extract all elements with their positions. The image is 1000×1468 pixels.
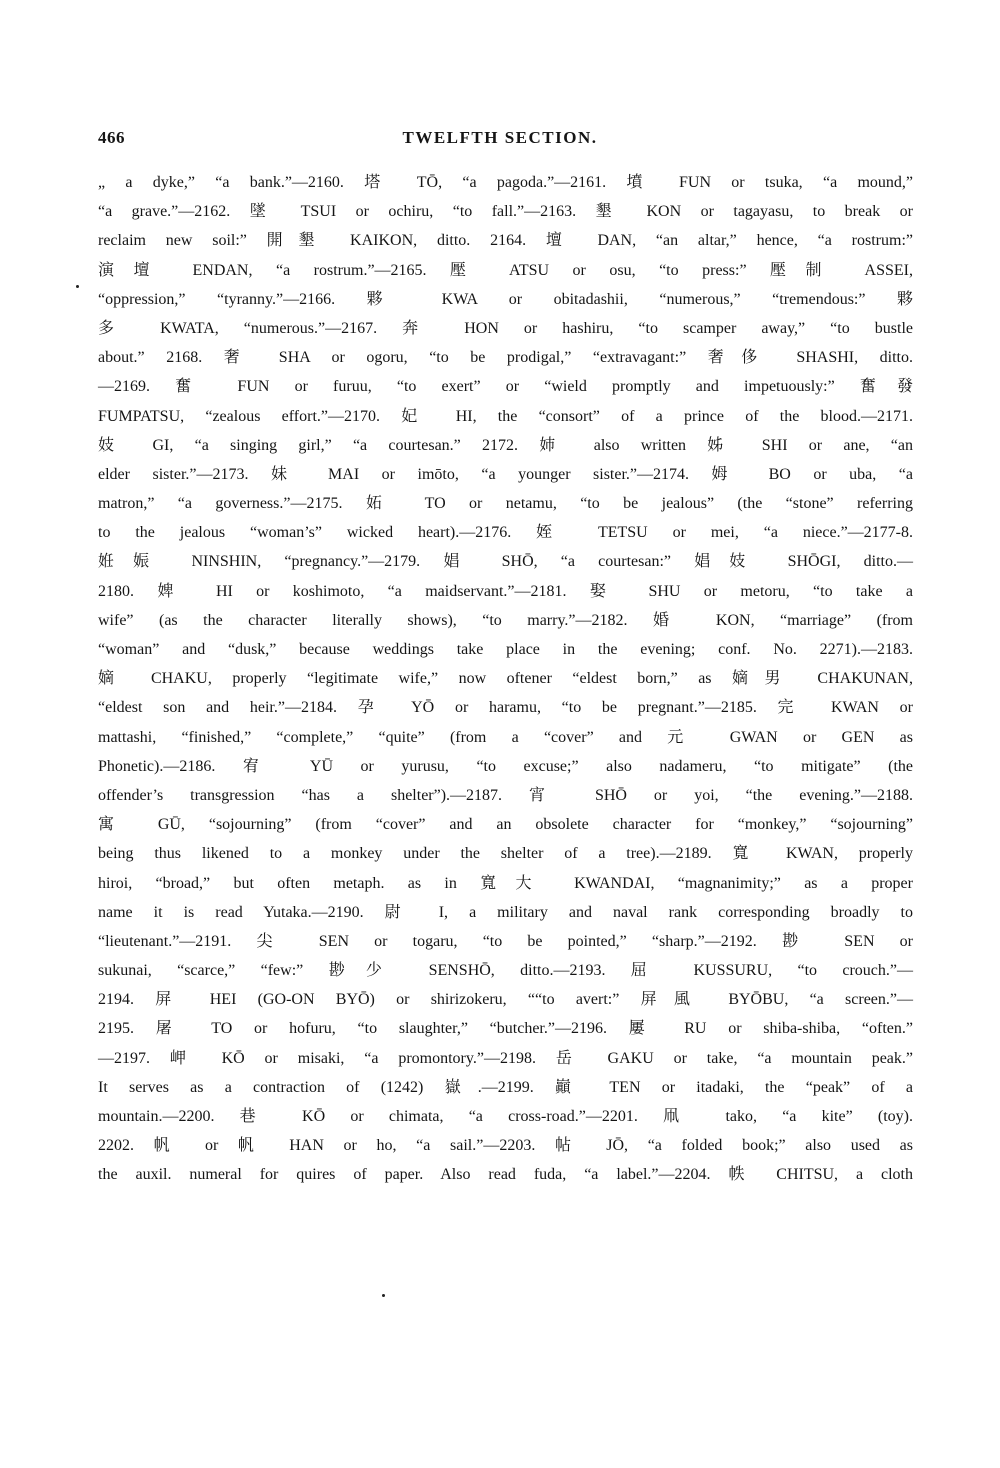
text-line: “eldest son and heir.”—2184. 孕 YŌ or haramu, “to be pregnant.”—2185. 完 KWAN or [98, 699, 913, 717]
text-line: the auxil. numeral for quires of paper. Also read fuda, “a label.”—2204. 帙 CHITSU, a cloth [98, 1166, 913, 1184]
text-line: 2180. 婢 HI or koshimoto, “a maidservant.”—2181. 娶 SHU or metoru, “to take a [98, 582, 913, 600]
text-line: 姙娠 NINSHIN, “pregnancy.”—2179. 娼 SHŌ, “a courtesan:” 娼妓 SHŌGI, ditto.— [98, 553, 913, 571]
text-line: “oppression,” “tyranny.”—2166. 夥 KWA or obitadashii, “numerous,” “tremendous:” 夥 [98, 290, 913, 308]
text-line: offender’s transgression “has a shelter”).—2187. 宵 SHŌ or yoi, “the evening.”—2188. [98, 786, 913, 804]
text-line: 2202. 帆 or 帆 HAN or ho, “a sail.”—2203. 帖 JŌ, “a folded book;” also used as [98, 1137, 913, 1155]
page-number: 466 [98, 128, 125, 147]
text-line: —2197. 岬 KŌ or misaki, “a promontory.”—2198. 岳 GAKU or take, “a mountain peak.” [98, 1049, 913, 1067]
text-line: reclaim new soil:” 開墾 KAIKON, ditto. 2164. 壇 DAN, “an altar,” hence, “a rostrum:” [98, 232, 913, 250]
text-line: 妓 GI, “a singing girl,” “a courtesan.” 2172. 姉 also written 姊 SHI or ane, “an [98, 436, 913, 454]
running-title: TWELFTH SECTION. [402, 128, 598, 147]
text-line: It serves as a contraction of (1242) 嶽.—2199. 巓 TEN or itadaki, the “peak” of a [98, 1078, 913, 1096]
text-line: name it is read Yutaka.—2190. 尉 I, a military and naval rank corresponding broadly to [98, 903, 913, 921]
text-line: 嫡 CHAKU, properly “legitimate wife,” now oftener “eldest born,” as 嫡男 CHAKUNAN, [98, 670, 913, 688]
text-line: matron,” “a governess.”—2175. 妬 TO or netamu, “to be jealous” (the “stone” referring [98, 495, 913, 513]
text-line: sukunai, “scarce,” “few:” 尠少 SENSHŌ, ditto.—2193. 屈 KUSSURU, “to crouch.”— [98, 962, 913, 980]
text-line: —2169. 奮 FUN or furuu, “to exert” or “wield promptly and impetuously:” 奮發 [98, 378, 913, 396]
text-line: being thus likened to a monkey under the shelter of a tree).—2189. 寬 KWAN, properly [98, 845, 913, 863]
text-line: hiroi, “broad,” but often metaph. as in 寬大 KWANDAI, “magnanimity;” as a proper [98, 874, 913, 892]
text-line: wife” (as the character literally shows), “to marry.”—2182. 婚 KON, “marriage” (from [98, 611, 913, 629]
text-line: 2194. 屏 HEI (GO-ON BYŌ) or shirizokeru, ““to avert:” 屏風 BYŌBU, “a screen.”— [98, 991, 913, 1009]
text-line: mattashi, “finished,” “complete,” “quite” (from a “cover” and 元 GWAN or GEN as [98, 728, 913, 746]
text-line: mountain.—2200. 巷 KŌ or chimata, “a cross-road.”—2201. 凧 tako, “a kite” (toy). [98, 1108, 913, 1125]
body-text [98, 168, 913, 1190]
stray-mark [382, 1294, 385, 1297]
text-line: „ a dyke,” “a bank.”—2160. 塔 TŌ, “a pagoda.”—2161. 墳 FUN or tsuka, “a mound,” [98, 174, 913, 191]
text-line: “a grave.”—2162. 墜 TSUI or ochiru, “to fall.”—2163. 墾 KON or tagayasu, to break or [98, 203, 913, 221]
stray-mark [76, 285, 79, 288]
text-line: 多 KWATA, “numerous.”—2167. 奔 HON or hashiru, “to scamper away,” “to bustle [98, 319, 913, 337]
text-line: 寓 GŪ, “sojourning” (from “cover” and an obsolete character for “monkey,” “sojourning” [98, 816, 913, 834]
text-line: “woman” and “dusk,” because weddings take place in the evening; conf. No. 2271).—2183. [98, 641, 913, 658]
text-line: Phonetic).—2186. 宥 YŪ or yurusu, “to excuse;” also nadameru, “to mitigate” (the [98, 757, 913, 775]
text-line: “lieutenant.”—2191. 尖 SEN or togaru, “to be pointed,” “sharp.”—2192. 尠 SEN or [98, 932, 913, 950]
text-line: about.” 2168. 奢 SHA or ogoru, “to be prodigal,” “extravagant:” 奢侈 SHASHI, ditto. [98, 349, 913, 367]
text-line: to the jealous “woman’s” wicked heart).—2176. 姪 TETSU or mei, “a niece.”—2177-8. [98, 524, 913, 542]
page-header [0, 124, 1000, 154]
text-line: FUMPATSU, “zealous effort.”—2170. 妃 HI, the “consort” of a prince of the blood.—2171. [98, 407, 913, 425]
text-line: 2195. 屠 TO or hofuru, “to slaughter,” “butcher.”—2196. 屢 RU or shiba-shiba, “often.” [98, 1020, 913, 1038]
text-line: 演壇 ENDAN, “a rostrum.”—2165. 壓 ATSU or osu, “to press:” 壓制 ASSEI, [98, 261, 913, 279]
text-line: elder sister.”—2173. 妹 MAI or imōto, “a younger sister.”—2174. 姆 BO or uba, “a [98, 465, 913, 483]
